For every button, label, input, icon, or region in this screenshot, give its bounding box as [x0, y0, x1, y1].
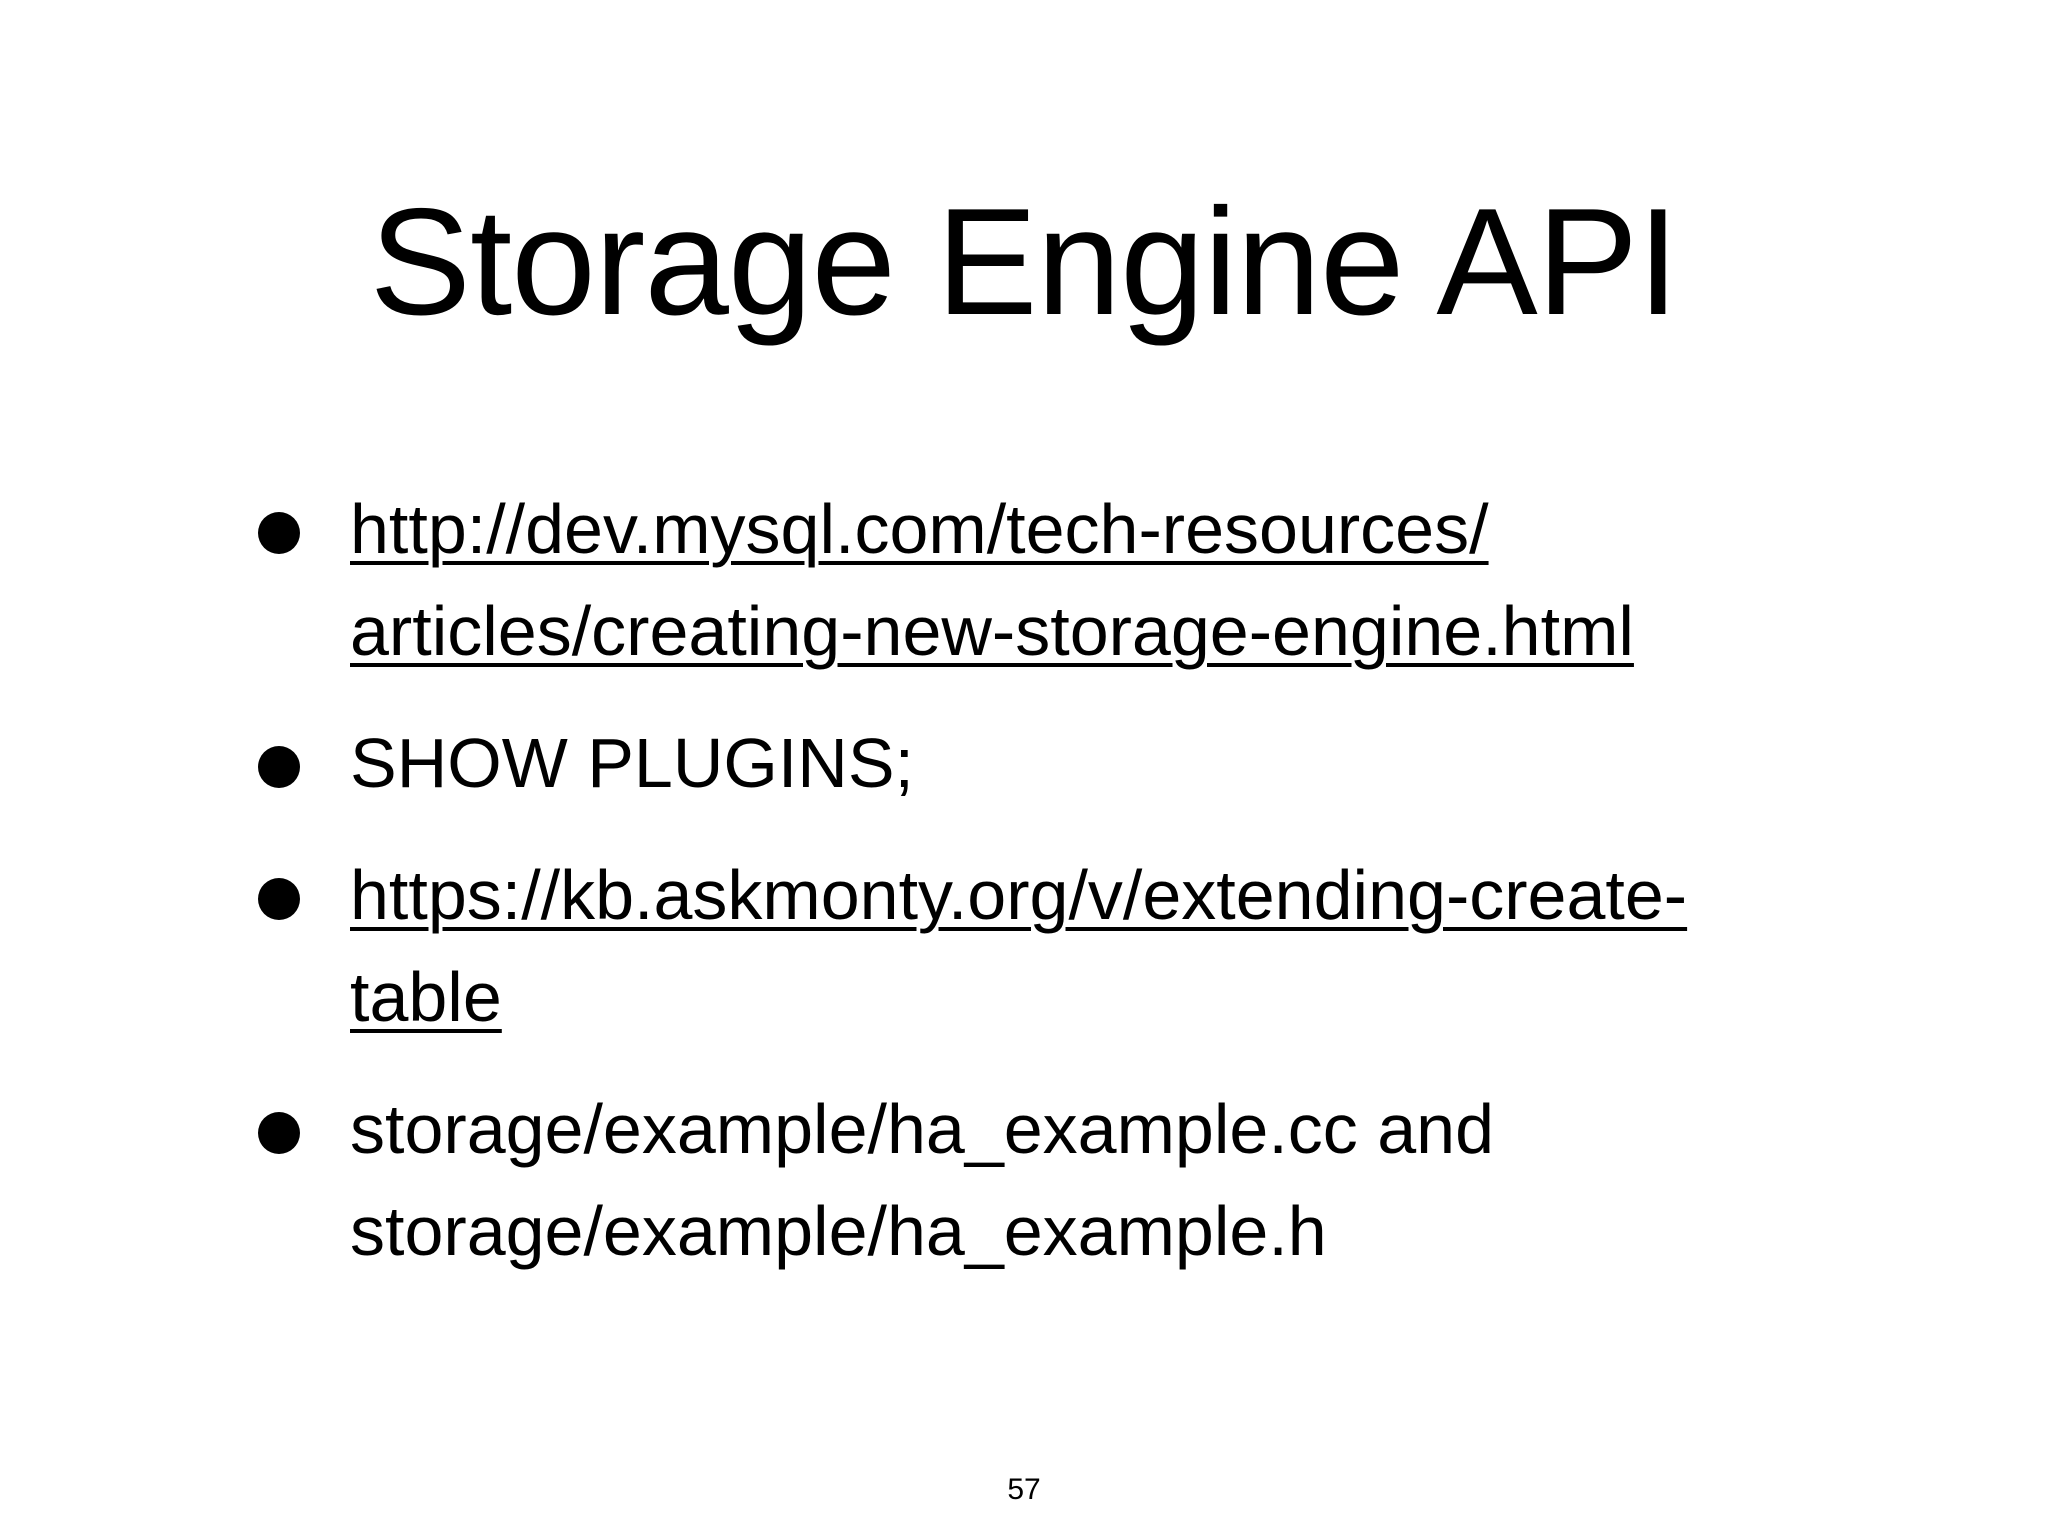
bullet-icon [258, 512, 300, 554]
link-line: https://kb.askmonty.org/v/extending-create- [350, 856, 1688, 934]
bullet-list [252, 478, 1872, 1282]
bullet-icon [258, 1112, 300, 1154]
link-line: articles/creating-new-storage-engine.html [350, 592, 1634, 670]
bullet-item-example-files [252, 1078, 1872, 1282]
text-line: SHOW PLUGINS; [350, 724, 914, 802]
link-line: http://dev.mysql.com/tech-resources/ [350, 490, 1489, 568]
mysql-storage-engine-link[interactable] [350, 478, 1872, 682]
bullet-item-show-plugins [252, 712, 1872, 814]
text-line: storage/example/ha_example.h [350, 1192, 1327, 1270]
bullet-text [350, 1078, 1872, 1282]
link-line: table [350, 958, 502, 1036]
slide-title: Storage Engine API [369, 177, 1679, 347]
bullet-icon [258, 746, 300, 788]
bullet-item-askmonty-link [252, 844, 1872, 1048]
page-number: 57 [1007, 1473, 1041, 1506]
bullet-icon [258, 878, 300, 920]
askmonty-create-table-link[interactable] [350, 844, 1872, 1048]
text-line: storage/example/ha_example.cc and [350, 1090, 1495, 1168]
bullet-item-mysql-link [252, 478, 1872, 682]
bullet-text [350, 712, 1872, 814]
